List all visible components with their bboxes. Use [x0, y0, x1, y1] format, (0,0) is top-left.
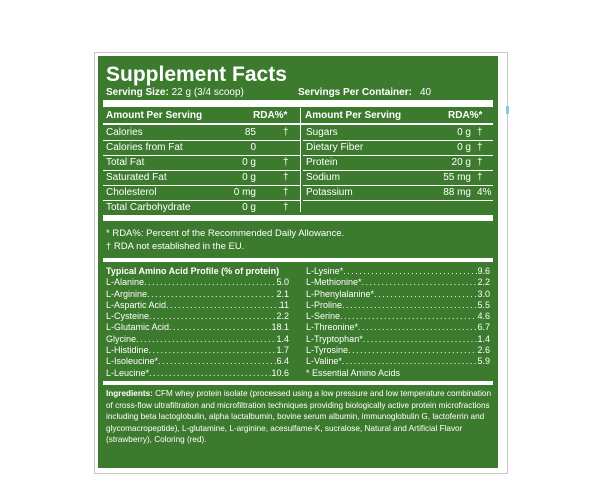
- dot-leader: [362, 277, 478, 288]
- right-nutrient-row: [103, 155, 493, 170]
- amino-acid-name: L-Serine: [306, 311, 341, 322]
- right-nutrient-row: [103, 185, 493, 200]
- amino-acid-row: [306, 311, 490, 322]
- servings-value: 40: [420, 87, 432, 98]
- serving-size-label: Serving Size:: [106, 87, 169, 98]
- amino-acid-name: L-Aspartic Acid: [106, 299, 167, 310]
- nutrient-name: Protein: [306, 157, 338, 168]
- amino-acid-value: 11: [279, 299, 289, 310]
- amino-acid-row: [106, 300, 289, 311]
- servings-label: Servings Per Container:: [298, 87, 412, 98]
- nutrient-name: Total Fat: [106, 157, 145, 168]
- nutrient-name: Total Carbohydrate: [106, 202, 191, 213]
- dot-leader: [358, 322, 477, 333]
- amino-acid-name: L-Arginine: [106, 288, 148, 299]
- dot-leader: [363, 334, 478, 345]
- amino-acid-name: L-Tyrosine: [306, 345, 349, 356]
- amino-acid-value: 2.1: [276, 288, 289, 299]
- amino-acid-row: [106, 289, 289, 300]
- right-row-rule: [303, 200, 493, 201]
- nutrient-name: Sodium: [306, 172, 340, 183]
- amino-acid-value: 10.6: [271, 367, 289, 378]
- amino-acid-row: [306, 345, 490, 356]
- amino-acid-name: L-Valine*: [306, 356, 342, 367]
- nutrient-rda: 4%: [477, 187, 492, 198]
- nutrient-rda: †: [477, 142, 483, 153]
- column-divider: [300, 108, 301, 212]
- amino-profile-title: Typical Amino Acid Profile (% of protein): [106, 266, 280, 276]
- nutrient-amount: 0 mg: [233, 187, 256, 198]
- dot-leader: [149, 311, 276, 322]
- amino-acid-name: Glycine: [106, 333, 137, 344]
- nutrient-name: Cholesterol: [106, 187, 157, 198]
- nutrient-amount: 0 g: [242, 202, 256, 213]
- amino-acid-row: [306, 300, 490, 311]
- amino-acid-row: [306, 277, 490, 288]
- amino-right-column: [306, 266, 490, 379]
- amino-acid-name: L-Phenylalanine*: [306, 288, 375, 299]
- amino-acid-row: [106, 311, 289, 322]
- header-row: [103, 108, 493, 123]
- amino-acid-row: [106, 334, 289, 345]
- right-amount-header: Amount Per Serving: [305, 110, 402, 121]
- amino-acid-name: L-Alanine: [106, 277, 145, 288]
- amino-acid-row: [306, 322, 490, 333]
- dot-leader: [149, 368, 271, 379]
- amino-acid-value: 5.5: [477, 299, 490, 310]
- dot-leader: [340, 311, 477, 322]
- nutrient-rda: †: [283, 127, 289, 138]
- amino-acid-value: 6.4: [276, 356, 289, 367]
- thick-rule-top: [103, 100, 493, 107]
- nutrient-rda: †: [283, 202, 289, 213]
- nutrient-amount: 0: [250, 142, 256, 153]
- dot-leader: [158, 356, 276, 367]
- right-rda-header: RDA%*: [448, 110, 483, 121]
- amino-acid-name: L-Glutamic Acid: [106, 322, 170, 333]
- amino-acid-row: [106, 322, 289, 333]
- dot-leader: [166, 300, 280, 311]
- nutrient-rda: †: [477, 172, 483, 183]
- nutrient-name: Saturated Fat: [106, 172, 167, 183]
- dot-leader: [342, 356, 478, 367]
- amino-left-column: [106, 266, 289, 379]
- amino-acid-row: [306, 266, 490, 277]
- nutrient-amount: 55 mg: [443, 172, 471, 183]
- nutrient-rda: †: [283, 157, 289, 168]
- amino-acid-name: L-Proline: [306, 299, 343, 310]
- dot-leader: [343, 266, 477, 277]
- amino-acid-value: 6.7: [477, 322, 490, 333]
- amino-acid-row: [106, 356, 289, 367]
- supplement-facts-panel: [98, 56, 498, 468]
- amino-acid-name: L-Lysine*: [306, 266, 344, 276]
- nutrient-rda: †: [283, 187, 289, 198]
- amino-acid-name: L-Threonine*: [306, 322, 359, 333]
- amino-acid-value: 4.6: [477, 311, 490, 322]
- amino-acid-value: 18.1: [271, 322, 289, 333]
- right-nutrient-row: [103, 170, 493, 185]
- amino-acid-name: L-Isoleucine*: [106, 356, 159, 367]
- nutrient-rda: †: [477, 157, 483, 168]
- amino-acid-value: 9.6: [477, 266, 490, 276]
- amino-acid-name: L-Cysteine: [106, 311, 150, 322]
- ingredients-text: CFM whey protein isolate (processed using a low pressure and low temperature combination of cross-flow ultrafiltration and microfiltration techniques providing biologically active protein microfractions including beta lactoglobulin, alpha lactalbumin, bovine serum albumin, immunoglobulin G, lactoferrin and glycomacropeptide), L-glutamine, L-arginine, acesulfame-K, sucralose, Natural and Artificial Flavor (strawberry), Coloring (red).: [106, 389, 491, 445]
- dot-leader: [169, 322, 271, 333]
- nutrient-name: Calories: [106, 127, 143, 138]
- amino-acid-value: 5.0: [276, 277, 289, 288]
- right-nutrient-row: [103, 125, 493, 140]
- amino-acid-row: [106, 368, 289, 379]
- serving-size-value: 22 g (3/4 scoop): [171, 87, 244, 98]
- dagger-footnote: † RDA not established in the EU.: [106, 241, 245, 252]
- thick-rule-amino: [103, 258, 493, 262]
- nutrient-amount: 85: [244, 127, 256, 138]
- dot-leader: [374, 289, 477, 300]
- dot-leader: [149, 345, 277, 356]
- right-nutrient-row: [103, 140, 493, 155]
- thick-rule-bottom: [103, 381, 493, 385]
- nutrient-name: Sugars: [306, 127, 338, 138]
- essential-amino-note: * Essential Amino Acids: [306, 367, 401, 378]
- left-rda-header: RDA%*: [253, 110, 288, 121]
- nutrient-amount: 0 g: [242, 157, 256, 168]
- amino-acid-row: [306, 289, 490, 300]
- dot-leader: [144, 277, 276, 288]
- nutrient-amount: 88 mg: [443, 187, 471, 198]
- cyan-edge-mark: [506, 106, 509, 114]
- dot-leader: [348, 345, 477, 356]
- rda-footnote: * RDA%: Percent of the Recommended Daily Allowance.: [106, 228, 345, 239]
- amino-acid-value: 2.2: [276, 311, 289, 322]
- ingredients-block: [106, 388, 492, 446]
- amino-acid-row: [106, 345, 289, 356]
- nutrient-amount: 0 g: [457, 127, 471, 138]
- nutrient-amount: 0 g: [457, 142, 471, 153]
- amino-acid-value: 3.0: [477, 288, 490, 299]
- amino-acid-value: 2.6: [477, 345, 490, 356]
- dot-leader: [342, 300, 477, 311]
- nutrient-name: Dietary Fiber: [306, 142, 364, 153]
- thick-rule-middle: [103, 215, 493, 221]
- nutrient-rda: †: [477, 127, 483, 138]
- left-nutrient-row: [103, 200, 493, 215]
- amino-acid-value: 1.4: [276, 333, 289, 344]
- dot-leader: [147, 289, 276, 300]
- nutrient-amount: 0 g: [242, 172, 256, 183]
- serving-info: [106, 87, 496, 99]
- amino-acid-name: L-Methionine*: [306, 277, 362, 288]
- left-amount-header: Amount Per Serving: [106, 110, 203, 121]
- nutrient-name: Potassium: [306, 187, 353, 198]
- amino-acid-row: [306, 356, 490, 367]
- nutrient-name: Calories from Fat: [106, 142, 183, 153]
- amino-acid-name: L-Histidine: [106, 345, 149, 356]
- amino-acid-value: 5.9: [477, 356, 490, 367]
- nutrient-amount: 20 g: [451, 157, 471, 168]
- amino-acid-value: 1.4: [477, 333, 490, 344]
- amino-acid-row: [106, 277, 289, 288]
- panel-title: Supplement Facts: [106, 63, 287, 86]
- ingredients-label: Ingredients:: [106, 389, 153, 398]
- nutrient-rda: †: [283, 172, 289, 183]
- amino-acid-name: L-Leucine*: [106, 367, 150, 378]
- dot-leader: [136, 334, 276, 345]
- amino-acid-name: L-Tryptophan*: [306, 333, 363, 344]
- amino-acid-value: 2.2: [477, 277, 490, 288]
- amino-acid-value: 1.7: [276, 345, 289, 356]
- amino-acid-row: [306, 334, 490, 345]
